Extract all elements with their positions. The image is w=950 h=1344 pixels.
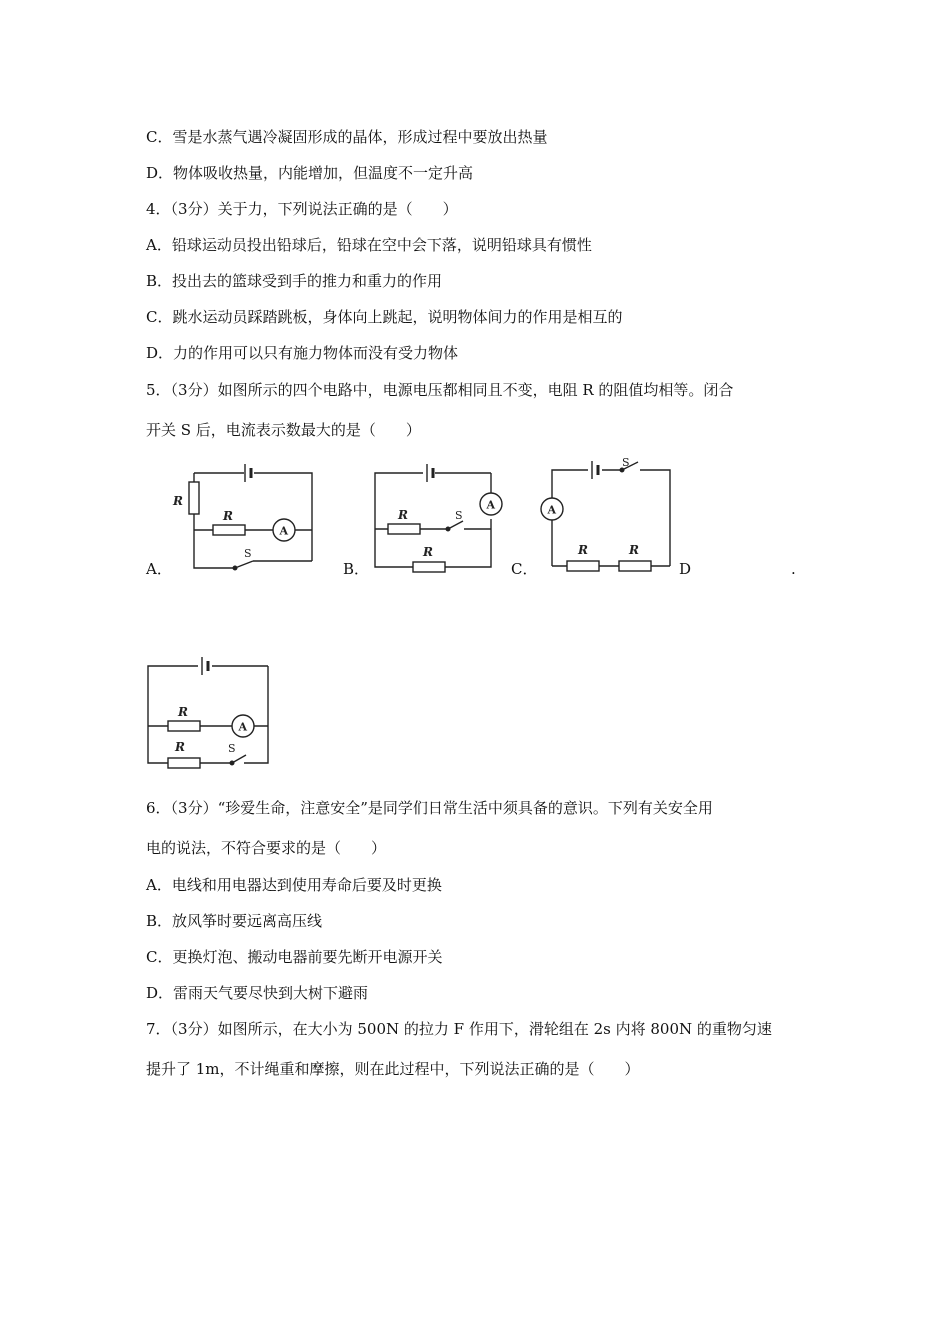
q3-option-d: D．物体吸收热量，内能增加，但温度不一定升高	[146, 164, 474, 182]
switch-label: S	[228, 742, 236, 755]
resistor-label: R	[178, 705, 188, 719]
q5-option-d-label: D	[679, 560, 692, 578]
wire	[148, 666, 232, 763]
ammeter-label: A	[279, 524, 289, 538]
q4-option-b: B．投出去的篮球受到手的推力和重力的作用	[146, 272, 443, 290]
ammeter-label: A	[547, 503, 557, 517]
switch-label: S	[455, 509, 463, 522]
q6-option-c: C．更换灯泡、搬动电器前要先断开电源开关	[146, 948, 443, 966]
q7-stem-line2: 提升了 1m，不计绳重和摩擦，则在此过程中，下列说法正确的是（ ）	[146, 1060, 640, 1078]
ammeter-label: A	[486, 498, 496, 512]
wire	[375, 473, 491, 567]
circuit-diagram-a	[165, 460, 325, 575]
q5-trailing-dot: .	[791, 560, 796, 578]
q5-option-a-label: A．	[146, 560, 172, 578]
q4-option-a: A．铅球运动员投出铅球后，铅球在空中会下落，说明铅球具有惯性	[146, 236, 592, 254]
resistor-horizontal	[213, 525, 245, 535]
q6-stem-line2: 电的说法，不符合要求的是（ ）	[146, 839, 387, 857]
resistor-label: R	[629, 543, 639, 557]
q6-option-a: A．电线和用电器达到使用寿命后要及时更换	[146, 876, 442, 894]
resistor-upper	[168, 721, 200, 731]
switch-label: S	[244, 547, 252, 560]
circuit-diagram-d	[140, 655, 280, 770]
q4-option-c: C．跳水运动员踩踏跳板，身体向上跳起，说明物体间力的作用是相互的	[146, 308, 623, 326]
resistor-right	[619, 561, 651, 571]
resistor-lower	[413, 562, 445, 572]
q6-stem-line1: 6．（3分）“珍爱生命，注意安全”是同学们日常生活中须具备的意识。下列有关安全用	[146, 799, 713, 817]
circuit-diagram-c	[540, 458, 680, 573]
q7-stem-line1: 7．（3分）如图所示，在大小为 500N 的拉力 F 作用下，滑轮组在 2s 内将 800N 的重物匀速	[146, 1020, 772, 1038]
resistor-upper	[388, 524, 420, 534]
q6-option-d: D．雷雨天气要尽快到大树下避雨	[146, 984, 369, 1002]
resistor-label: R	[175, 740, 185, 754]
resistor-label: R	[578, 543, 588, 557]
q5-option-c-label: C．	[511, 560, 538, 578]
switch-label: S	[622, 456, 630, 469]
q5-option-b-label: B．	[343, 560, 370, 578]
q5-stem-line1: 5．（3分）如图所示的四个电路中，电源电压都相同且不变，电阻 R 的阻值均相等。闭合	[146, 381, 734, 399]
resistor-label: R	[423, 545, 433, 559]
switch	[235, 561, 253, 568]
wire	[194, 473, 312, 561]
resistor-label: R	[173, 494, 183, 508]
q6-option-b: B．放风筝时要远离高压线	[146, 912, 323, 930]
ammeter-label: A	[238, 720, 248, 734]
wire	[244, 666, 268, 763]
q4-option-d: D．力的作用可以只有施力物体而没有受力物体	[146, 344, 459, 362]
q5-stem-line2: 开关 S 后，电流表示数最大的是（ ）	[146, 421, 421, 439]
resistor-label: R	[398, 508, 408, 522]
wire	[552, 470, 592, 498]
circuit-diagram-b	[365, 463, 505, 573]
wire	[640, 470, 670, 566]
resistor-lower	[168, 758, 200, 768]
resistor-left	[567, 561, 599, 571]
q3-option-c: C．雪是水蒸气遇冷凝固形成的晶体，形成过程中要放出热量	[146, 128, 548, 146]
switch	[448, 521, 463, 529]
q4-stem: 4．（3分）关于力，下列说法正确的是（ ）	[146, 200, 458, 218]
resistor-vertical	[189, 482, 199, 514]
resistor-label: R	[223, 509, 233, 523]
